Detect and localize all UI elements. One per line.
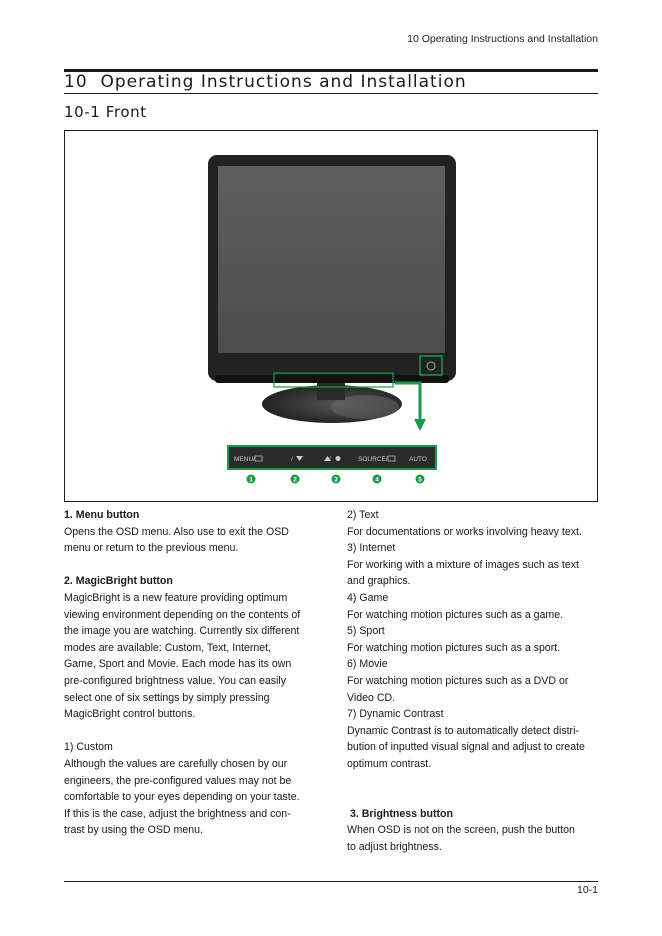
body-line: Game, Sport and Movie. Each mode has its own (64, 658, 292, 671)
mode-line: 6) Movie (347, 658, 388, 671)
body-line: pre-configured brightness value. You can easily (64, 674, 287, 687)
right-column (347, 507, 601, 855)
button-panel (228, 446, 436, 469)
mode-line: 4) Game (347, 591, 389, 604)
mode-line: 5) Sport (347, 625, 385, 638)
brightness-icon (336, 456, 341, 461)
mode-line: 3) Internet (347, 542, 396, 555)
body-line: menu or return to the previous menu. (64, 542, 239, 555)
body-line: MagicBright is a new feature providing optimum (64, 591, 288, 604)
mode-line: 7) Dynamic Contrast (347, 708, 444, 721)
mode-line: For watching motion pictures such as a game. (347, 608, 564, 621)
chapter-title: 10 Operating Instructions and Installation (64, 72, 467, 92)
mode-line: 2) Text (347, 509, 379, 521)
mode-line: Dynamic Contrast is to automatically detect distri- (347, 724, 579, 737)
page-number: 10-1 (576, 884, 598, 896)
body-line: Opens the OSD menu. Also use to exit the OSD (64, 525, 289, 538)
title-rule-bottom (64, 93, 598, 94)
panel-label-magicbright: / (291, 456, 293, 463)
mode-line: and graphics. (347, 575, 411, 588)
body-line: the image you are watching. Currently six different (64, 625, 300, 638)
monitor-front-figure (64, 130, 598, 502)
mode-line: Video CD. (347, 691, 396, 704)
custom-heading: 1) Custom (64, 741, 113, 754)
mode-line: For working with a mixture of images such as text (347, 558, 579, 571)
callout-2-label: 2 (293, 476, 297, 484)
mode-line: For documentations or works involving heavy text. (347, 525, 582, 538)
panel-label-source: SOURCE/ (358, 456, 388, 463)
monitor-screen (218, 166, 445, 353)
callout-arrowhead (414, 419, 426, 431)
body-line: MagicBright control buttons. (64, 708, 196, 721)
magicbright-heading: 2. MagicBright button (64, 575, 173, 588)
section-title: 10-1 Front (64, 103, 147, 121)
mode-line: bution of inputted visual signal and adjust to create (347, 741, 585, 754)
body-line: trast by using the OSD menu. (64, 824, 203, 837)
footer-rule (64, 881, 598, 882)
menu-button-heading: 1. Menu button (64, 509, 140, 521)
callout-1-label: 1 (249, 476, 253, 484)
left-column (64, 507, 326, 839)
body-line: engineers, the pre-configured values may not be (64, 774, 292, 787)
body-line: modes are available: Custom, Text, Internet, (64, 641, 272, 654)
callout-4-label: 4 (375, 476, 379, 484)
body-line: to adjust brightness. (347, 840, 442, 853)
panel-label-menu: MENU/ (234, 456, 255, 463)
monitor-illustration (65, 131, 599, 503)
brightness-heading: 3. Brightness button (347, 807, 453, 820)
body-line: viewing environment depending on the contents of (64, 608, 301, 621)
mode-line: optimum contrast. (347, 757, 432, 770)
mode-line: For watching motion pictures such as a sport. (347, 641, 561, 654)
running-header: 10 Operating Instructions and Installation (407, 33, 598, 45)
body-line: When OSD is not on the screen, push the button (347, 824, 575, 837)
callout-5-label: 5 (418, 476, 422, 484)
body-line: comfortable to your eyes depending on your taste. (64, 791, 300, 804)
body-line: select one of six settings by simply pressing (64, 691, 270, 704)
mode-line: For watching motion pictures such as a DVD or (347, 674, 569, 687)
panel-label-auto: AUTO (409, 456, 427, 463)
body-line: If this is the case, adjust the brightness and con- (64, 807, 291, 820)
callout-3-label: 3 (334, 476, 338, 484)
body-line: Although the values are carefully chosen by our (64, 757, 288, 770)
